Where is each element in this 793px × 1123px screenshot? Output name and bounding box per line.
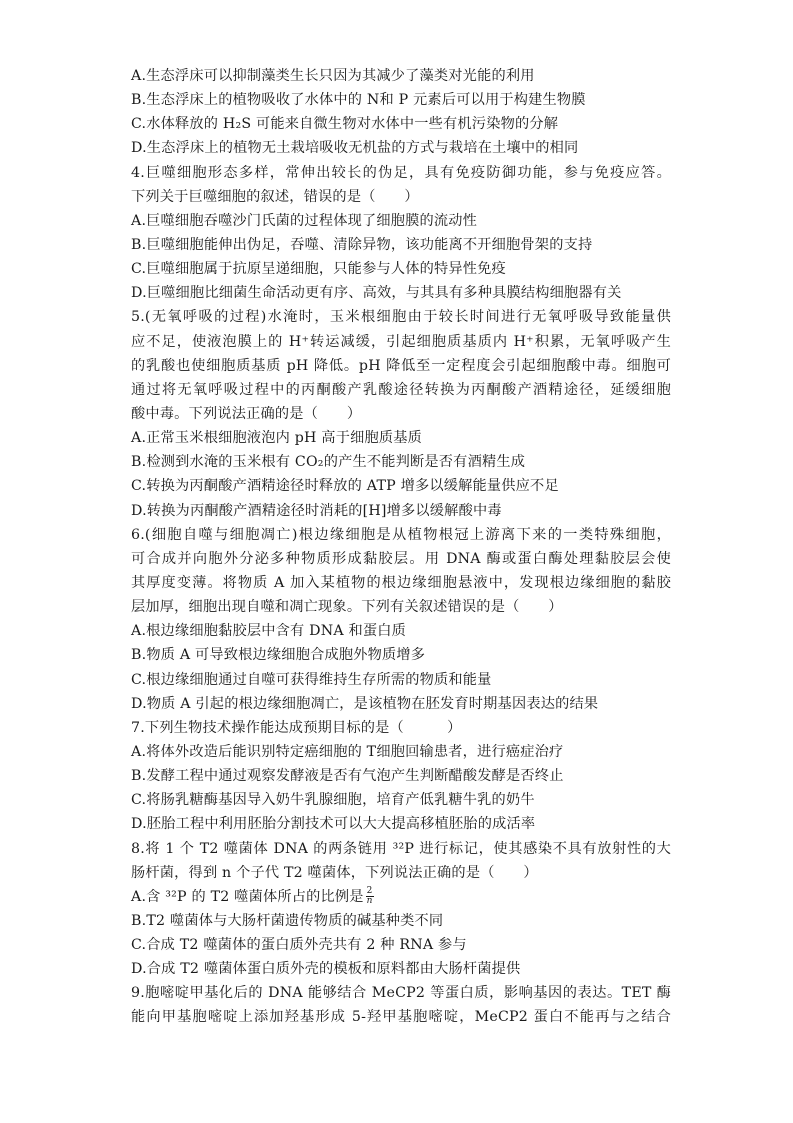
question-6-stem-3: 其厚度变薄。将物质 A 加入某植物的根边缘细胞悬液中，发现根边缘细胞的黏胶 xyxy=(131,574,671,591)
option-6d: D.物质 A 引起的根边缘细胞凋亡，是该植物在胚发育时期基因表达的结果 xyxy=(131,695,599,712)
option-6b: B.物质 A 可导致根边缘细胞合成胞外物质增多 xyxy=(131,647,426,664)
option-8d: D.合成 T2 噬菌体蛋白质外壳的模板和原料都由大肠杆菌提供 xyxy=(131,961,521,978)
option-7b: B.发酵工程中通过观察发酵液是否有气泡产生判断醋酸发酵是否终止 xyxy=(131,768,564,785)
option-8b: B.T2 噬菌体与大肠杆菌遗传物质的碱基种类不同 xyxy=(131,912,444,929)
option-3c: C.水体释放的 H₂S 可能来自微生物对水体中一些有机污染物的分解 xyxy=(131,116,559,133)
document-page xyxy=(131,64,671,1030)
option-4d: D.巨噬细胞比细菌生命活动更有序、高效，与其具有多种具膜结构细胞器有关 xyxy=(131,285,622,302)
option-5a: A.正常玉米根细胞液泡内 pH 高于细胞质基质 xyxy=(131,430,423,447)
option-5c: C.转换为丙酮酸产酒精途径时释放的 ATP 增多以缓解能量供应不足 xyxy=(131,478,559,495)
option-4b: B.巨噬细胞能伸出伪足，吞噬、清除异物，该功能离不开细胞骨架的支持 xyxy=(131,236,593,253)
question-6-stem-2: 可合成并向胞外分泌多种物质形成黏胶层。用 DNA 酶或蛋白酶处理黏胶层会使 xyxy=(131,550,671,567)
option-5b: B.检测到水淹的玉米根有 CO₂的产生不能判断是否有酒精生成 xyxy=(131,454,526,471)
fraction-numerator: 2 xyxy=(366,886,373,897)
question-5-stem-3: 的乳酸也使细胞质基质 pH 降低。pH 降低至一定程度会引起细胞酸中毒。细胞可 xyxy=(131,357,671,374)
fraction-denominator: n xyxy=(366,896,373,907)
option-7a: A.将体外改造后能识别特定癌细胞的 T细胞回输患者，进行癌症治疗 xyxy=(131,743,564,760)
option-3a: A.生态浮床可以抑制藻类生长只因为其减少了藻类对光能的利用 xyxy=(131,68,535,84)
option-6c: C.根边缘细胞通过自噬可获得维持生存所需的物质和能量 xyxy=(131,671,492,688)
option-3b: B.生态浮床上的植物吸收了水体中的 N和 P 元素后可以用于构建生物膜 xyxy=(131,92,586,109)
option-8c: C.合成 T2 噬菌体的蛋白质外壳共有 2 种 RNA 参与 xyxy=(131,937,467,954)
question-7-stem: 7.下列生物技术操作能达成预期目标的是（ ） xyxy=(131,719,462,736)
option-6a: A.根边缘细胞黏胶层中含有 DNA 和蛋白质 xyxy=(131,623,407,640)
option-7d: D.胚胎工程中利用胚胎分割技术可以大大提高移植胚胎的成活率 xyxy=(131,816,536,833)
question-5-stem: 5.(无氧呼吸的过程)水淹时，玉米根细胞由于较长时间进行无氧呼吸导致能量供 xyxy=(131,309,671,326)
question-5-stem-4: 通过将无氧呼吸过程中的丙酮酸产乳酸途径转换为丙酮酸产酒精途径，延缓细胞 xyxy=(131,381,671,398)
option-4c: C.巨噬细胞属于抗原呈递细胞，只能参与人体的特异性免疫 xyxy=(131,261,506,278)
question-9-stem-2: 能向甲基胞嘧啶上添加羟基形成 5-羟甲基胞嘧啶，MeCP2 蛋白不能再与之结合 xyxy=(131,1009,671,1026)
option-3d: D.生态浮床上的植物无土栽培吸收无机盐的方式与栽培在土壤中的相同 xyxy=(131,140,579,157)
question-6-stem-4: 层加厚，细胞出现自噬和凋亡现象。下列有关叙述错误的是（ ） xyxy=(131,599,563,616)
question-5-stem-5: 酸中毒。下列说法正确的是（ ） xyxy=(131,405,362,422)
option-8a-text: A.含 ³²P 的 T2 噬菌体所占的比例是 xyxy=(131,888,364,905)
option-7c: C.将肠乳糖酶基因导入奶牛乳腺细胞，培育产低乳糖牛乳的奶牛 xyxy=(131,792,535,809)
question-6-stem: 6.(细胞自噬与细胞凋亡)根边缘细胞是从植物根冠上游离下来的一类特殊细胞， xyxy=(131,526,671,543)
fraction-2-over-n xyxy=(366,887,374,906)
question-9-stem: 9.胞嘧啶甲基化后的 DNA 能够结合 MeCP2 等蛋白质，影响基因的表达。TET 酶 xyxy=(131,985,671,1002)
option-8a xyxy=(131,885,671,909)
question-8-stem-2: 肠杆菌，得到 n 个子代 T2 噬菌体，下列说法正确的是（ ） xyxy=(131,864,538,881)
question-8-stem: 8.将 1 个 T2 噬菌体 DNA 的两条链用 ³²P 进行标记，使其感染不具有放射性的大 xyxy=(131,840,671,857)
option-5d: D.转换为丙酮酸产酒精途径时消耗的[H]增多以缓解酸中毒 xyxy=(131,502,502,519)
question-4-stem: 4.巨噬细胞形态多样，常伸出较长的伪足，具有免疫防御功能，参与免疫应答。 xyxy=(131,164,671,181)
option-4a: A.巨噬细胞吞噬沙门氏菌的过程体现了细胞膜的流动性 xyxy=(131,212,478,229)
question-5-stem-2: 应不足，使液泡膜上的 H⁺转运减缓，引起细胞质基质内 H⁺积累，无氧呼吸产生 xyxy=(131,333,671,350)
question-4-stem-cont: 下列关于巨噬细胞的叙述，错误的是（ ） xyxy=(131,188,419,205)
